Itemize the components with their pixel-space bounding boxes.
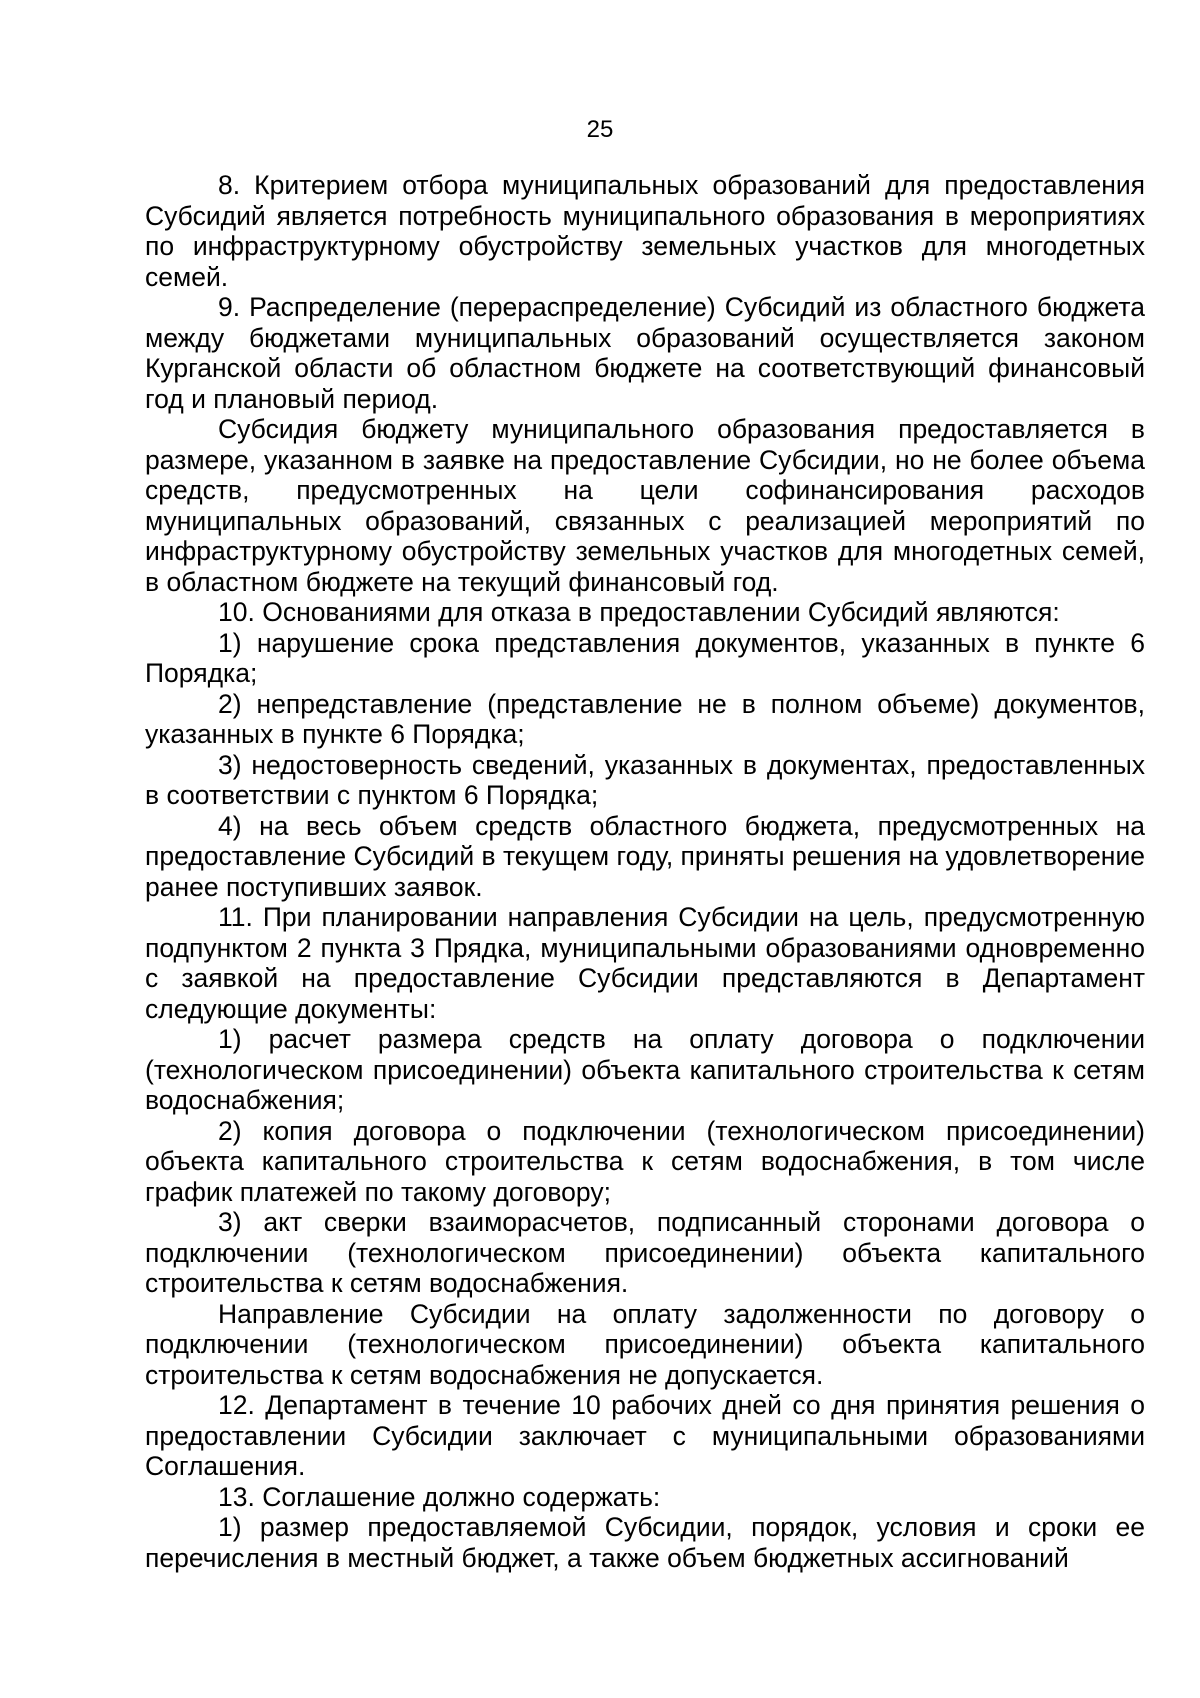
- document-body: [145, 170, 1145, 1573]
- paragraph-12-agreement: 12. Департамент в течение 10 рабочих дней со дня принятия решения о предоставлении Субсидии заключает с муниципальными образованиями Соглашения.: [145, 1390, 1145, 1481]
- paragraph-11-documents: 11. При планировании направления Субсидии на цель, предусмотренную подпунктом 2 пункта 3 Прядка, муниципальными образованиями одновременно с заявкой на предоставление Субсидии представляются в Департамент следующие документы:: [145, 902, 1145, 1024]
- list-item-10-4: 4) на весь объем средств областного бюджета, предусмотренных на предоставление Субсидий в текущем году, приняты решения на удовлетворение ранее поступивших заявок.: [145, 810, 1145, 902]
- paragraph-13-agreement-content: 13. Соглашение должно содержать:: [218, 1481, 661, 1512]
- list-item-10-3: 3) недостоверность сведений, указанных в документах, предоставленных в соответствии с пунктом 6 Порядка;: [145, 749, 1145, 810]
- list-item-10-2: 2) непредставление (представление не в полном объеме) документов, указанных в пункте 6 Порядка;: [145, 688, 1145, 749]
- list-item-13-1: 1) размер предоставляемой Субсидии, порядок, условия и сроки ее перечисления в местный бюджет, а также объем бюджетных ассигнований: [145, 1512, 1145, 1573]
- page-number: 25: [586, 116, 614, 143]
- list-item-10-1: 1) нарушение срока представления документов, указанных в пункте 6 Порядка;: [145, 627, 1145, 688]
- paragraph-8-criteria: 8. Критерием отбора муниципальных образований для предоставления Субсидий является потребность муниципального образования в мероприятиях по инфраструктурному обустройству земельных участков для многодетных семей.: [145, 170, 1145, 292]
- list-item-11-3: 3) акт сверки взаиморасчетов, подписанный сторонами договора о подключении (технологическом присоединении) объекта капитального строительства к сетям водоснабжения.: [145, 1207, 1145, 1298]
- paragraph-subsidy-amount: Субсидия бюджету муниципального образования предоставляется в размере, указанном в заявке на предоставление Субсидии, но не более объема средств, предусмотренных на цели софинансирования расходов муниципальных образований, связанных с реализацией мероприятий по инфраструктурному обустройству земельных участков для многодетных семей, в областном бюджете на текущий финансовый год.: [145, 414, 1145, 597]
- paragraph-debt-prohibition: Направление Субсидии на оплату задолженности по договору о подключении (технологическом присоединении) объекта капитального строительства к сетям водоснабжения не допускается.: [145, 1298, 1145, 1390]
- list-item-11-2: 2) копия договора о подключении (технологическом присоединении) объекта капитального строительства к сетям водоснабжения, в том числе график платежей по такому договору;: [145, 1115, 1145, 1207]
- paragraph-10-refusal-grounds: 10. Основаниями для отказа в предоставлении Субсидий являются:: [218, 597, 1060, 627]
- paragraph-9-distribution: 9. Распределение (перераспределение) Субсидий из областного бюджета между бюджетами муниципальных образований осуществляется законом Курганской области об областном бюджете на соответствующий финансовый год и плановый период.: [145, 292, 1145, 414]
- list-item-11-1: 1) расчет размера средств на оплату договора о подключении (технологическом присоединении) объекта капитального строительства к сетям водоснабжения;: [145, 1024, 1145, 1115]
